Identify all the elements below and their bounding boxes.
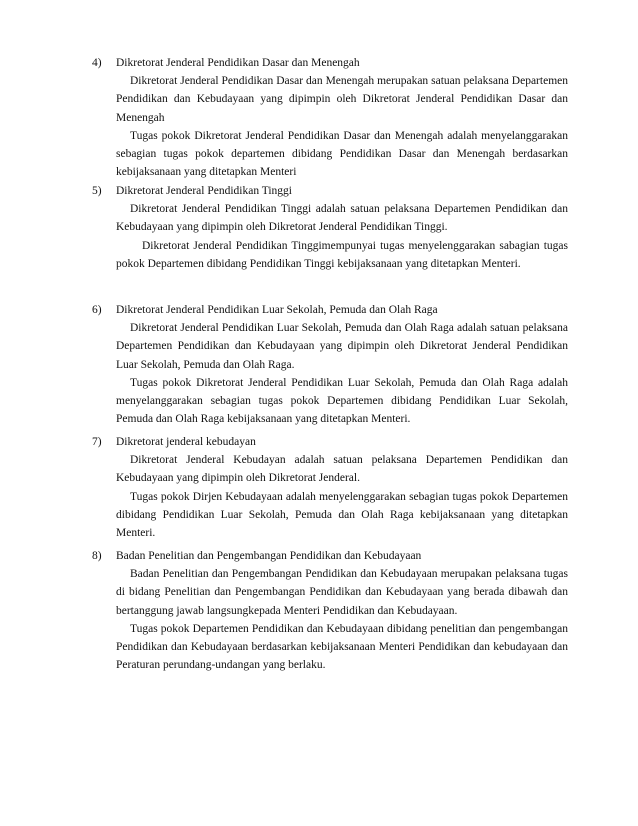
item-paragraph: Dikretorat Jenderal Pendidikan Luar Sekolah, Pemuda dan Olah Raga adalah satuan pelaksana Departemen Pendidikan dan Kebudayaan yang dipimpin oleh Dikretorat Jenderal Pendidikan Luar Sekolah, Pemuda dan Olah Raga. [116,322,568,371]
item-paragraph: Tugas pokok Departemen Pendidikan dan Kebudayaan dibidang penelitian dan pengembangan Pendidikan dan Kebudayaan berdasarkan kebijaksanaan Menteri Pendidikan dan kebudayaan dan Peraturan perundang-undangan yang berlaku. [116,622,568,672]
item-number: 4) [92,57,102,69]
list-item [92,301,568,428]
list-item [92,547,568,674]
list-item [92,54,568,181]
item-paragraph: Dikretorat Jenderal Pendidikan Tinggi adalah satuan pelaksana Departemen Pendidikan dan Kebudayaan yang dipimpin oleh Dikretorat Jenderal Pendidikan Tinggi. [116,203,568,234]
item-number: 7) [92,436,102,448]
item-paragraph: Tugas pokok Dikretorat Jenderal Pendidikan Dasar dan Menengah adalah menyelanggarakan sebagian tugas pokok departemen dibidang Pendidikan Dasar dan Menengah berdasarkan kebijaksanaan yang ditetapkan Menteri [116,129,568,179]
item-paragraph: Tugas pokok Dirjen Kebudayaan adalah menyelenggarakan sebagian tugas pokok Departemen dibidang Pendidikan Luar Sekolah, Pemuda dan Olah Raga kebijaksanaan yang ditetapkan Menteri. [116,490,568,540]
list-item [92,182,568,273]
item-number: 6) [92,304,102,316]
list-item [92,433,568,542]
item-paragraph: Dikretorat Jenderal Pendidikan Dasar dan Menengah merupakan satuan pelaksana Departemen Pendidikan dan Kebudayaan yang dipimpin oleh Dikretorat Jenderal Pendidikan Dasar dan Menengah [116,75,568,124]
item-paragraph: Dikretorat Jenderal Kebudayan adalah satuan pelaksana Departemen Pendidikan dan Kebudayaan yang dipimpin oleh Dikretorat Jenderal. [116,454,568,485]
item-title: Dikretorat Jenderal Pendidikan Luar Sekolah, Pemuda dan Olah Raga [116,304,438,316]
item-number: 5) [92,185,102,197]
item-title: Dikretorat Jenderal Pendidikan Dasar dan Menengah [116,57,360,69]
item-title: Dikretorat Jenderal Pendidikan Tinggi [116,185,292,197]
item-title: Dikretorat jenderal kebudayan [116,436,256,448]
item-paragraph: Badan Penelitian dan Pengembangan Pendidikan dan Kebudayaan merupakan pelaksana tugas di bidang Penelitian dan Pengembangan Pendidikan dan Kebudayaan yang berada dibawah dan bertanggung jawab langsungkepada Menteri Pendidikan dan Kebudayaan. [116,568,568,617]
item-paragraph: Dikretorat Jenderal Pendidikan Tinggimempunyai tugas menyelenggarakan sabagian tugas pokok Departemen dibidang Pendidikan Tinggi kebijaksanaan yang ditetapkan Menteri. [116,239,568,270]
item-paragraph: Tugas pokok Dikretorat Jenderal Pendidikan Luar Sekolah, Pemuda dan Olah Raga adalah menyelanggarakan sebagian tugas pokok Departemen dibidang Pendidikan Luar Sekolah, Pemuda dan Olah Raga kebijaksanaan yang ditetapkan Menteri. [116,376,568,426]
item-title: Badan Penelitian dan Pengembangan Pendidikan dan Kebudayaan [116,550,422,562]
item-number: 8) [92,550,102,562]
